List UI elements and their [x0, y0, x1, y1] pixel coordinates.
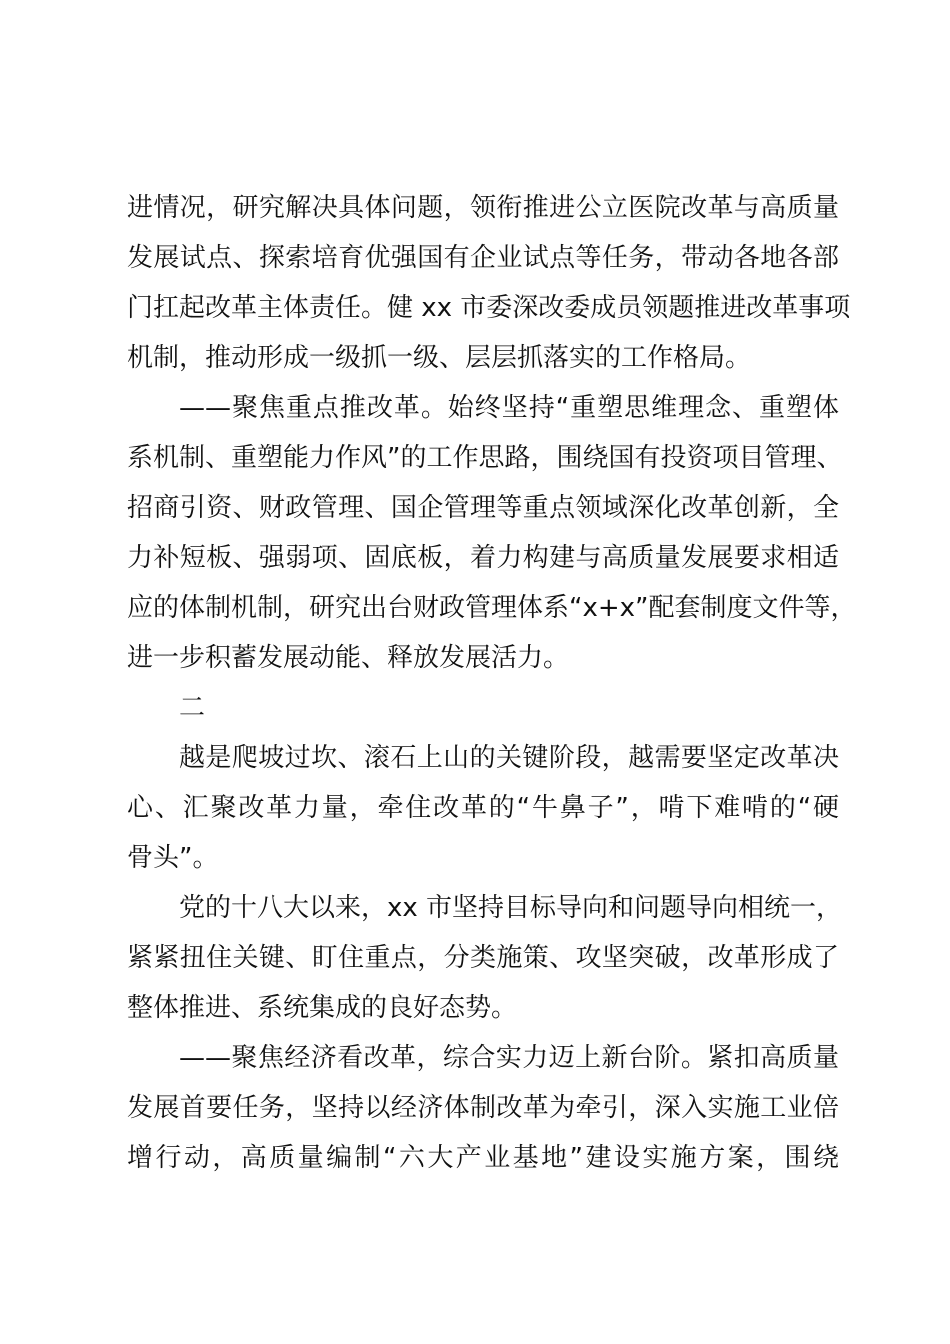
- text-line: 系机制、重塑能力作风”的工作思路，围绕国有投资项目管理、: [127, 443, 843, 473]
- text-line: 整体推进、系统集成的良好态势。: [127, 993, 518, 1023]
- section-heading: 二: [179, 693, 206, 723]
- text-line: 发展首要任务，坚持以经济体制改革为牵引，深入实施工业倍: [127, 1093, 839, 1123]
- text-line: 党的十八大以来，xx 市坚持目标导向和问题导向相统一，: [179, 893, 843, 923]
- text-line: 增行动，高质量编制“六大产业基地”建设实施方案，围绕: [127, 1143, 839, 1173]
- text-line: 紧紧扭住关键、盯住重点，分类施策、攻坚突破，改革形成了: [127, 943, 839, 973]
- text-line: 发展试点、探索培育优强国有企业试点等任务，带动各地各部: [127, 243, 839, 273]
- text-line: 机制，推动形成一级抓一级、层层抓落实的工作格局。: [127, 343, 752, 373]
- text-line: 招商引资、财政管理、国企管理等重点领域深化改革创新，全: [127, 493, 839, 523]
- text-line: 门扛起改革主体责任。健 xx 市委深改委成员领题推进改革事项: [127, 293, 851, 323]
- text-line: 力补短板、强弱项、固底板，着力构建与高质量发展要求相适: [127, 543, 839, 573]
- text-line: 应的体制机制，研究出台财政管理体系“x+x”配套制度文件等，: [127, 593, 857, 623]
- text-line: 进一步积蓄发展动能、释放发展活力。: [127, 643, 570, 673]
- text-line: 心、汇聚改革力量，牵住改革的“牛鼻子”，啃下难啃的“硬: [127, 793, 839, 823]
- text-line: ——聚焦经济看改革，综合实力迈上新台阶。紧扣高质量: [179, 1043, 839, 1073]
- text-line: ——聚焦重点推改革。始终坚持“重塑思维理念、重塑体: [179, 393, 839, 423]
- document-body: [127, 183, 857, 1183]
- text-line: 进情况，研究解决具体问题，领衔推进公立医院改革与高质量: [127, 193, 839, 223]
- text-line: 骨头”。: [127, 843, 219, 873]
- text-line: 越是爬坡过坎、滚石上山的关键阶段，越需要坚定改革决: [179, 743, 839, 773]
